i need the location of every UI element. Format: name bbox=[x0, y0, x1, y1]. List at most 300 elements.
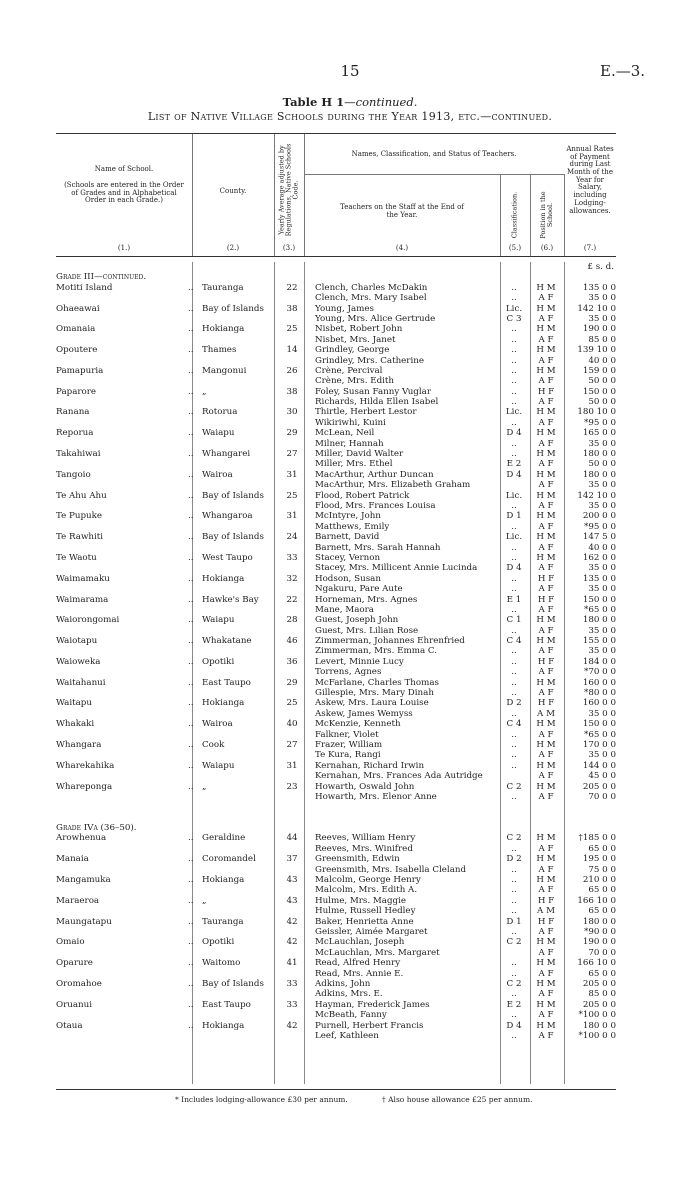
salary: 180 0 0 bbox=[582, 449, 616, 460]
teacher-name: McKenzie, Kenneth bbox=[315, 719, 401, 730]
table-row bbox=[56, 397, 616, 407]
table-row bbox=[56, 304, 616, 314]
position: H M bbox=[536, 760, 556, 771]
teacher-name: Clench, Mrs. Mary Isabel bbox=[315, 293, 427, 304]
classification: E 2 bbox=[506, 459, 522, 470]
yearly-average: 37 bbox=[286, 854, 298, 865]
county: Waiapu bbox=[202, 760, 235, 771]
teacher-name: McLean, Neil bbox=[315, 428, 375, 439]
table-row bbox=[56, 1021, 616, 1031]
yearly-average: 38 bbox=[286, 303, 298, 314]
county: Rotorua bbox=[202, 407, 238, 418]
teacher-name: Ngakuru, Pare Aute bbox=[315, 584, 403, 595]
salary: 142 10 0 bbox=[577, 303, 616, 314]
salary: †185 0 0 bbox=[578, 833, 616, 844]
school-name: Omanaia bbox=[56, 324, 96, 335]
table-row bbox=[56, 958, 616, 968]
teacher-name: Matthews, Emily bbox=[315, 521, 390, 532]
header-county: County. bbox=[219, 187, 247, 195]
classification: D 4 bbox=[506, 1020, 522, 1031]
salary: 205 0 0 bbox=[582, 781, 616, 792]
position: A F bbox=[538, 864, 554, 875]
county: Coromandel bbox=[202, 854, 256, 865]
salary: 190 0 0 bbox=[582, 937, 616, 948]
leader-dots: .. bbox=[188, 303, 194, 314]
county: Waiapu bbox=[202, 428, 235, 439]
leader-dots: .. bbox=[188, 345, 194, 356]
county: Cook bbox=[202, 739, 225, 750]
teacher-name: Hayman, Frederick James bbox=[315, 999, 430, 1010]
position: A F bbox=[538, 646, 554, 657]
yearly-average: 33 bbox=[286, 978, 298, 989]
position: H M bbox=[536, 303, 556, 314]
classification: E 2 bbox=[506, 999, 522, 1010]
header-classification-column bbox=[500, 174, 531, 256]
table-row bbox=[56, 418, 616, 428]
county: Whakatane bbox=[202, 636, 252, 647]
table-row bbox=[56, 470, 616, 480]
table-body bbox=[56, 262, 616, 1041]
table-title-suffix: —continued. bbox=[344, 95, 418, 109]
classification: .. bbox=[511, 760, 517, 771]
teacher-name: Foley, Susan Fanny Vuglar bbox=[315, 386, 431, 397]
position: A F bbox=[538, 1010, 554, 1021]
county: East Taupo bbox=[202, 999, 251, 1010]
yearly-average: 36 bbox=[286, 656, 298, 667]
table-row bbox=[56, 844, 616, 854]
teacher-name: Grindley, George bbox=[315, 345, 390, 356]
county: Bay of Islands bbox=[202, 303, 264, 314]
position: H M bbox=[536, 937, 556, 948]
school-name: Paparore bbox=[56, 386, 97, 397]
header-name: Name of School. bbox=[94, 165, 154, 173]
school-name: Waiorongomai bbox=[56, 615, 120, 626]
classification: .. bbox=[511, 449, 517, 460]
school-name: Waioweka bbox=[56, 656, 101, 667]
position: H M bbox=[536, 739, 556, 750]
yearly-average: 23 bbox=[286, 781, 298, 792]
leader-dots: .. bbox=[188, 573, 194, 584]
position: H M bbox=[536, 532, 556, 543]
position: A F bbox=[538, 334, 554, 345]
classification: .. bbox=[511, 885, 517, 896]
table-row bbox=[56, 532, 616, 542]
classification: .. bbox=[511, 906, 517, 917]
teacher-name: Malcolm, Mrs. Edith A. bbox=[315, 885, 418, 896]
classification: .. bbox=[511, 625, 517, 636]
salary: 159 0 0 bbox=[582, 365, 616, 376]
classification: .. bbox=[511, 293, 517, 304]
teacher-name: Richards, Hilda Ellen Isabel bbox=[315, 397, 439, 408]
teacher-name: Adkins, Mrs. E. bbox=[315, 989, 383, 1000]
classification: C 2 bbox=[506, 937, 522, 948]
county: Bay of Islands bbox=[202, 532, 264, 543]
school-name: Oromahoe bbox=[56, 978, 102, 989]
table-row bbox=[56, 605, 616, 615]
position: A F bbox=[538, 417, 554, 428]
salary: *95 0 0 bbox=[584, 417, 616, 428]
salary: 35 0 0 bbox=[588, 750, 616, 761]
header-num-5: (5.) bbox=[508, 244, 522, 253]
yearly-average: 31 bbox=[286, 511, 298, 522]
school-name: Waimamaku bbox=[56, 573, 110, 584]
table-row bbox=[56, 865, 616, 875]
position: H M bbox=[536, 875, 556, 886]
salary: 165 0 0 bbox=[582, 428, 616, 439]
teacher-name: Malcolm, George Henry bbox=[315, 875, 421, 886]
header-num-6: (6.) bbox=[540, 244, 554, 253]
table-row bbox=[56, 407, 616, 417]
table-row bbox=[56, 906, 616, 916]
header-average-column bbox=[274, 134, 305, 256]
table-header bbox=[56, 133, 616, 257]
classification: .. bbox=[511, 573, 517, 584]
teacher-name: Miller, David Walter bbox=[315, 449, 404, 460]
teacher-name: Guest, Joseph John bbox=[315, 615, 399, 626]
salary: 162 0 0 bbox=[582, 552, 616, 563]
position: H M bbox=[536, 677, 556, 688]
table-row bbox=[56, 792, 616, 802]
school-name: Te Rawhiti bbox=[56, 532, 104, 543]
classification: .. bbox=[511, 376, 517, 387]
grade-iva-heading bbox=[56, 823, 616, 833]
salary: 160 0 0 bbox=[582, 698, 616, 709]
classification: .. bbox=[511, 708, 517, 719]
salary: 190 0 0 bbox=[582, 324, 616, 335]
county: Wairoa bbox=[202, 719, 233, 730]
teacher-name: Purnell, Herbert Francis bbox=[315, 1020, 424, 1031]
position: H M bbox=[536, 469, 556, 480]
teacher-name: Guest, Mrs. Lilian Rose bbox=[315, 625, 419, 636]
position: H F bbox=[537, 656, 555, 667]
classification: .. bbox=[511, 542, 517, 553]
teacher-name: Reeves, William Henry bbox=[315, 833, 416, 844]
position: H M bbox=[536, 449, 556, 460]
table-row bbox=[56, 698, 616, 708]
table-row bbox=[56, 335, 616, 345]
table-row bbox=[56, 937, 616, 947]
salary: *65 0 0 bbox=[584, 604, 616, 615]
table-row bbox=[56, 501, 616, 511]
table-row bbox=[56, 584, 616, 594]
county: Tauranga bbox=[202, 282, 244, 293]
classification: .. bbox=[511, 397, 517, 408]
table-row bbox=[56, 688, 616, 698]
table-row bbox=[56, 854, 616, 864]
teacher-name: Hulme, Russell Hedley bbox=[315, 906, 416, 917]
salary: 144 0 0 bbox=[582, 760, 616, 771]
classification: .. bbox=[511, 739, 517, 750]
classification: .. bbox=[511, 843, 517, 854]
teacher-name: Barnett, David bbox=[315, 532, 380, 543]
position: H M bbox=[536, 282, 556, 293]
table-row bbox=[56, 480, 616, 490]
teacher-name: Horneman, Mrs. Agnes bbox=[315, 594, 418, 605]
table-row bbox=[56, 511, 616, 521]
salary: 35 0 0 bbox=[588, 293, 616, 304]
header-num-4: (4.) bbox=[395, 244, 409, 253]
salary: 35 0 0 bbox=[588, 500, 616, 511]
classification: .. bbox=[511, 584, 517, 595]
table-row bbox=[56, 979, 616, 989]
position: H F bbox=[537, 573, 555, 584]
position: H M bbox=[536, 407, 556, 418]
teacher-name: Wikiriwhi, Kuini bbox=[315, 417, 386, 428]
leader-dots: .. bbox=[188, 511, 194, 522]
classification: C 4 bbox=[506, 719, 522, 730]
position: A F bbox=[538, 667, 554, 678]
yearly-average: 24 bbox=[286, 532, 298, 543]
classification: .. bbox=[511, 667, 517, 678]
teacher-name: McBeath, Fanny bbox=[315, 1010, 387, 1021]
county: Hawke's Bay bbox=[202, 594, 259, 605]
position: H M bbox=[536, 345, 556, 356]
salary: *100 0 0 bbox=[578, 1010, 616, 1021]
position: A M bbox=[537, 708, 555, 719]
salary: *90 0 0 bbox=[584, 927, 616, 937]
county: „ bbox=[202, 386, 207, 397]
yearly-average: 29 bbox=[286, 428, 298, 439]
yearly-average: 26 bbox=[286, 365, 298, 376]
leader-dots: .. bbox=[188, 324, 194, 335]
classification: .. bbox=[511, 968, 517, 979]
leader-dots: .. bbox=[188, 469, 194, 480]
table-row bbox=[56, 356, 616, 366]
county: Opotiki bbox=[202, 656, 235, 667]
teacher-name: McLauchlan, Joseph bbox=[315, 937, 405, 948]
teacher-name: Te Kura, Rangi bbox=[315, 750, 381, 761]
classification: D 1 bbox=[506, 511, 522, 522]
position: A F bbox=[538, 1030, 554, 1041]
position: A F bbox=[538, 927, 554, 937]
teacher-name: Greensmith, Mrs. Isabella Cleland bbox=[315, 864, 467, 875]
leader-dots: .. bbox=[188, 490, 194, 501]
salary: 70 0 0 bbox=[588, 791, 616, 802]
position: A F bbox=[538, 604, 554, 615]
yearly-average: 43 bbox=[286, 895, 298, 906]
teacher-name: MacArthur, Mrs. Elizabeth Graham bbox=[315, 480, 471, 491]
position: A F bbox=[538, 355, 554, 366]
table-bottom-rule bbox=[56, 1089, 616, 1090]
school-name: Reporua bbox=[56, 428, 94, 439]
table-row bbox=[56, 563, 616, 573]
classification: .. bbox=[511, 521, 517, 532]
footnote-star: * Includes lodging-allowance £30 per annum. bbox=[175, 1095, 348, 1104]
position: A F bbox=[538, 750, 554, 761]
table-row bbox=[56, 626, 616, 636]
document-reference: E.—3. bbox=[600, 62, 646, 80]
teacher-name: MacArthur, Arthur Duncan bbox=[315, 469, 434, 480]
leader-dots: .. bbox=[188, 407, 194, 418]
table-row bbox=[56, 615, 616, 625]
salary: 35 0 0 bbox=[588, 563, 616, 574]
salary: 35 0 0 bbox=[588, 438, 616, 449]
table-row bbox=[56, 750, 616, 760]
salary: 135 0 0 bbox=[582, 282, 616, 293]
school-name: Te Waotu bbox=[56, 552, 97, 563]
table-row bbox=[56, 761, 616, 771]
salary: 40 0 0 bbox=[588, 355, 616, 366]
school-name: Waitahanui bbox=[56, 677, 106, 688]
table-row bbox=[56, 459, 616, 469]
leader-dots: .. bbox=[188, 282, 194, 293]
yearly-average: 40 bbox=[286, 719, 298, 730]
county: Hokianga bbox=[202, 324, 245, 335]
yearly-average: 22 bbox=[286, 594, 298, 605]
county: Opotiki bbox=[202, 937, 235, 948]
salary: 205 0 0 bbox=[582, 999, 616, 1010]
table-row bbox=[56, 875, 616, 885]
salary: 50 0 0 bbox=[588, 459, 616, 470]
teacher-name: Milner, Hannah bbox=[315, 438, 384, 449]
county: Waitomo bbox=[202, 958, 241, 969]
teacher-name: Read, Mrs. Annie E. bbox=[315, 968, 404, 979]
position: A F bbox=[538, 791, 554, 802]
header-names-group-label: Names, Classification, and Status of Teachers. bbox=[351, 150, 517, 158]
school-name: Tangoio bbox=[56, 469, 91, 480]
salary: 180 0 0 bbox=[582, 1020, 616, 1031]
header-county-column bbox=[192, 134, 275, 256]
position: A F bbox=[538, 729, 554, 740]
position: H M bbox=[536, 854, 556, 865]
classification: .. bbox=[511, 282, 517, 293]
county: Whangaroa bbox=[202, 511, 253, 522]
position: A F bbox=[538, 542, 554, 553]
yearly-average: 41 bbox=[286, 958, 298, 969]
teacher-name: Frazer, William bbox=[315, 739, 383, 750]
classification: .. bbox=[511, 688, 517, 699]
teacher-name: Torrens, Agnes bbox=[315, 667, 382, 678]
leader-dots: .. bbox=[188, 386, 194, 397]
table-row bbox=[56, 366, 616, 376]
county: Hokianga bbox=[202, 1020, 245, 1031]
classification: .. bbox=[511, 791, 517, 802]
classification: .. bbox=[511, 604, 517, 615]
position: H F bbox=[537, 698, 555, 709]
table-row bbox=[56, 595, 616, 605]
classification: .. bbox=[511, 895, 517, 906]
leader-dots: .. bbox=[188, 781, 194, 792]
table-title-main: Table H 1 bbox=[282, 95, 345, 109]
table-row bbox=[56, 574, 616, 584]
header-num-2: (2.) bbox=[226, 244, 240, 253]
yearly-average: 27 bbox=[286, 739, 298, 750]
school-name: Te Ahu Ahu bbox=[56, 490, 107, 501]
position: A F bbox=[538, 968, 554, 979]
position: A F bbox=[538, 376, 554, 387]
position: H F bbox=[537, 594, 555, 605]
teacher-name: Thirtle, Herbert Lestor bbox=[315, 407, 417, 418]
teacher-name: Nisbet, Mrs. Janet bbox=[315, 334, 396, 345]
school-name: Takahiwai bbox=[56, 449, 101, 460]
teacher-name: Askew, James Wemyss bbox=[315, 708, 413, 719]
grade-iii-heading bbox=[56, 272, 616, 282]
school-name: Opoutere bbox=[56, 345, 98, 356]
position: H M bbox=[536, 978, 556, 989]
teacher-name: Crène, Percival bbox=[315, 365, 383, 376]
leader-dots: .. bbox=[188, 833, 194, 844]
leader-dots: .. bbox=[188, 958, 194, 969]
classification: Lic. bbox=[505, 532, 523, 543]
position: A F bbox=[538, 625, 554, 636]
yearly-average: 25 bbox=[286, 490, 298, 501]
position: H M bbox=[536, 552, 556, 563]
table-row bbox=[56, 948, 616, 958]
yearly-average: 27 bbox=[286, 449, 298, 460]
county: Hokianga bbox=[202, 573, 245, 584]
classification: .. bbox=[511, 324, 517, 335]
position: H F bbox=[537, 386, 555, 397]
salary: *70 0 0 bbox=[584, 667, 616, 678]
county: Wairoa bbox=[202, 469, 233, 480]
grade-iva-rows bbox=[56, 833, 616, 1041]
table-row bbox=[56, 314, 616, 324]
school-name: Waimarama bbox=[56, 594, 109, 605]
leader-dots: .. bbox=[188, 428, 194, 439]
leader-dots: .. bbox=[188, 739, 194, 750]
teacher-name: Clench, Charles McDakin bbox=[315, 282, 428, 293]
table-row bbox=[56, 543, 616, 553]
teacher-name: Read, Alfred Henry bbox=[315, 958, 401, 969]
table-row bbox=[56, 1010, 616, 1020]
yearly-average: 29 bbox=[286, 677, 298, 688]
salary: 180 0 0 bbox=[582, 469, 616, 480]
classification: .. bbox=[511, 958, 517, 969]
salary: 150 0 0 bbox=[582, 594, 616, 605]
header-teachers-column bbox=[304, 174, 501, 256]
table-row bbox=[56, 636, 616, 646]
position: A F bbox=[538, 500, 554, 511]
salary: 65 0 0 bbox=[588, 906, 616, 917]
classification: .. bbox=[511, 552, 517, 563]
table-row bbox=[56, 428, 616, 438]
yearly-average: 43 bbox=[286, 875, 298, 886]
salary: 35 0 0 bbox=[588, 313, 616, 324]
school-name: Oruanui bbox=[56, 999, 93, 1010]
page-number: 15 bbox=[340, 62, 360, 80]
yearly-average: 42 bbox=[286, 916, 298, 927]
header-num-3: (3.) bbox=[282, 244, 296, 253]
header-name-note: (Schools are entered in the Order of Grades and in Alphabetical Order in each Grade.) bbox=[64, 181, 184, 205]
position: A F bbox=[538, 771, 554, 782]
teacher-name: Stacey, Mrs. Millicent Annie Lucinda bbox=[315, 563, 478, 574]
table-row bbox=[56, 833, 616, 843]
yearly-average: 31 bbox=[286, 760, 298, 771]
school-name: Maungatapu bbox=[56, 916, 112, 927]
spacer bbox=[56, 813, 616, 823]
salary: 147 5 0 bbox=[582, 532, 616, 543]
salary: 142 10 0 bbox=[577, 490, 616, 501]
classification: .. bbox=[511, 875, 517, 886]
teacher-name: McFarlane, Charles Thomas bbox=[315, 677, 439, 688]
header-name-column bbox=[56, 134, 193, 256]
salary: 35 0 0 bbox=[588, 584, 616, 595]
position: H F bbox=[537, 916, 555, 927]
classification: E 1 bbox=[506, 594, 522, 605]
position: A F bbox=[538, 438, 554, 449]
position: H M bbox=[536, 615, 556, 626]
header-names-group bbox=[304, 134, 564, 175]
classification: .. bbox=[511, 1030, 517, 1041]
teacher-name: Young, Mrs. Alice Gertrude bbox=[315, 313, 436, 324]
school-name: Ranana bbox=[56, 407, 90, 418]
school-name: Manaia bbox=[56, 854, 89, 865]
classification: .. bbox=[511, 365, 517, 376]
header-num-1: (1.) bbox=[117, 244, 131, 253]
teacher-name: Zimmerman, Johannes Ehrenfried bbox=[315, 636, 465, 647]
salary: 85 0 0 bbox=[588, 334, 616, 345]
county: Bay of Islands bbox=[202, 490, 264, 501]
